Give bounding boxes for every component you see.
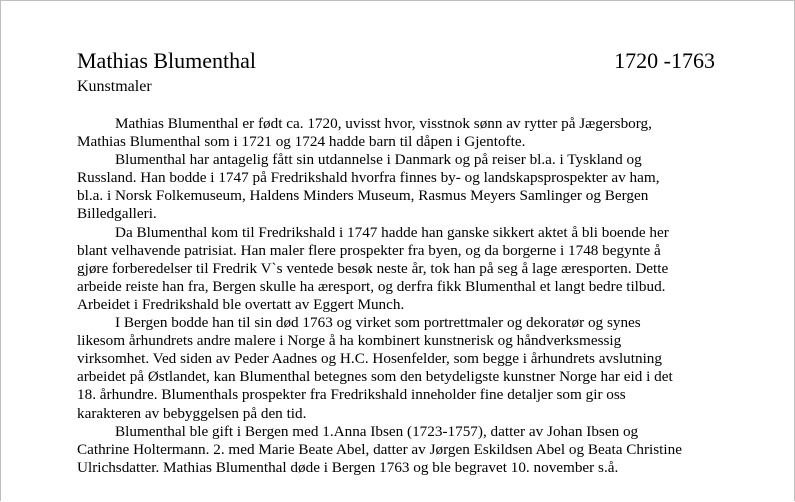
text-line: Cathrine Holtermann. 2. med Marie Beate Abel, datter av Jørgen Eskildsen Abel og Beata Christine <box>77 440 682 458</box>
text-line: I Bergen bodde han til sin død 1763 og virket som portrettmaler og dekoratør og synes <box>115 314 641 332</box>
artist-profession: Kunstmaler <box>77 78 152 95</box>
text-line: Mathias Blumenthal som i 1721 og 1724 hadde barn til dåpen i Gjentofte. <box>77 133 526 151</box>
artist-name: Mathias Blumenthal <box>77 48 257 73</box>
text-line: Da Blumenthal kom til Fredrikshald i 1747 hadde han ganske sikkert aktet å bli boende her <box>115 223 669 241</box>
text-line: Arbeidet i Fredrikshald ble overtatt av Eggert Munch. <box>77 295 405 313</box>
text-line: virksomhet. Ved siden av Peder Aadnes og H.C. Hosenfelder, som begge i århundrets avslutning <box>77 350 662 368</box>
text-line: likesom århundrets andre malere i Norge å ha kombinert kunstnerisk og håndverksmessig <box>77 332 622 350</box>
text-line: Mathias Blumenthal er født ca. 1720, uvisst hvor, visstnok sønn av rytter på Jægersborg, <box>115 115 652 132</box>
text-line: Blumenthal ble gift i Bergen med 1.Anna Ibsen (1723-1757), datter av Johan Ibsen og <box>115 422 639 440</box>
text-line: Billedgalleri. <box>77 205 157 223</box>
text-line: Ulrichsdatter. Mathias Blumenthal døde i Bergen 1763 og ble begravet 10. november s.å. <box>77 458 619 476</box>
text-line: bl.a. i Norsk Folkemuseum, Haldens Minders Museum, Rasmus Meyers Samlinger og Bergen <box>77 187 649 205</box>
artist-years: 1720 -1763 <box>614 48 715 73</box>
text-line: gjøre forberedelser til Fredrik V`s ventede besøk neste år, tok han på seg å lage æresporten. Dette <box>77 259 669 277</box>
document-header <box>77 47 715 77</box>
biography-text <box>77 115 717 477</box>
text-line: karakteren av bebyggelsen på den tid. <box>77 404 307 422</box>
text-line: blant velhavende patrisiat. Han maler flere prospekter fra byen, og da borgerne i 1748 begynte å <box>77 241 661 259</box>
text-line: Russland. Han bodde i 1747 på Fredrikshald hvorfra finnes by- og landskapsprospekter av ham, <box>77 169 660 187</box>
text-line: 18. århundre. Blumenthals prospekter fra Fredrikshald inneholder fine detaljer som gir oss <box>77 386 626 404</box>
text-line: Blumenthal har antagelig fått sin utdannelse i Danmark og på reiser bl.a. i Tyskland og <box>115 151 642 169</box>
text-line: arbeide reiste han fra, Bergen skulle ha æresport, og derfra fikk Blumenthal et langt bedre tilbud. <box>77 277 666 295</box>
text-line: arbeidet på Østlandet, kan Blumenthal betegnes som den betydeligste kunstner Norge har eid i det <box>77 368 673 386</box>
